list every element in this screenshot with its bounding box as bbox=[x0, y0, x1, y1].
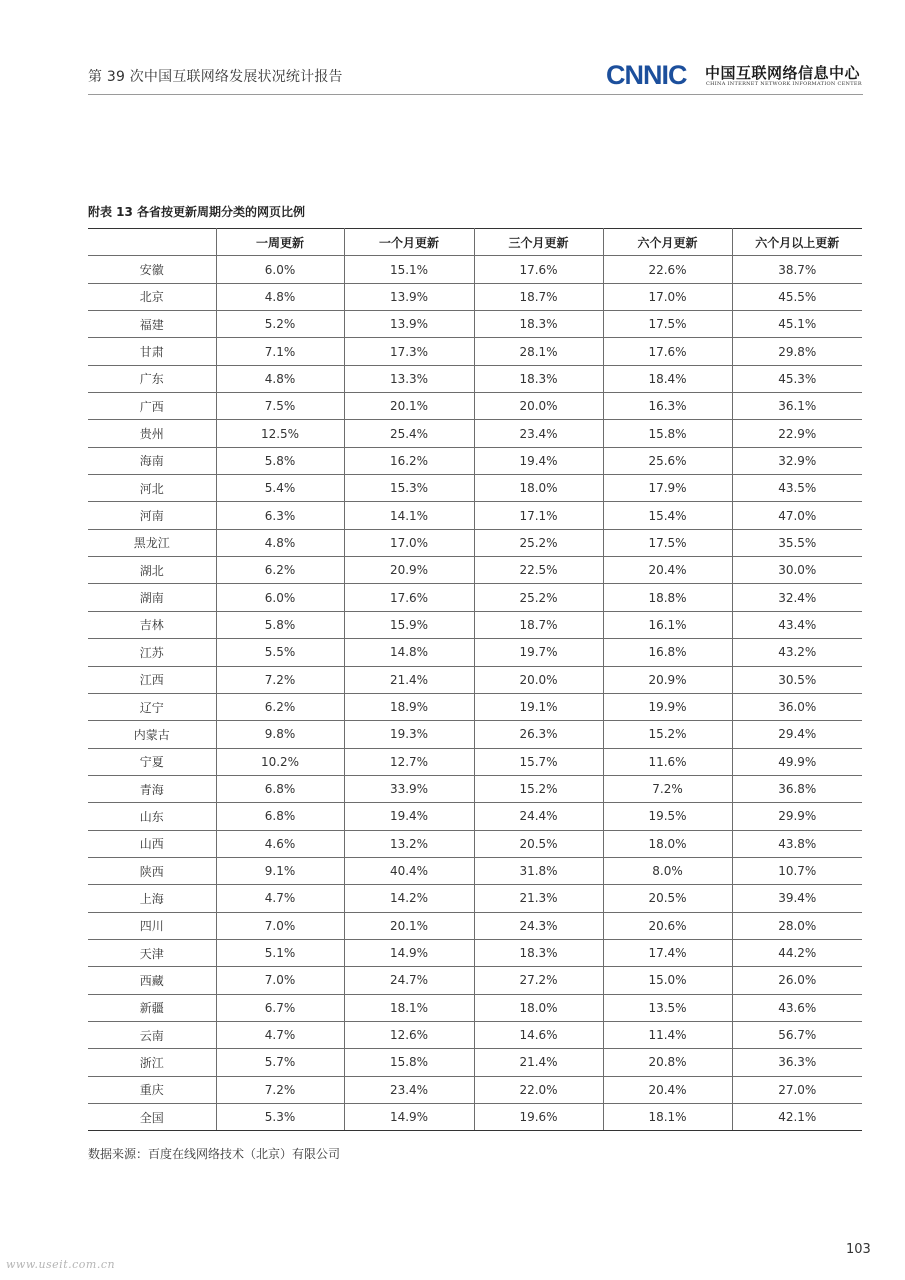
province-cell: 内蒙古 bbox=[88, 721, 216, 748]
percent-cell: 13.3% bbox=[344, 365, 474, 392]
percent-cell: 19.4% bbox=[344, 803, 474, 830]
province-cell: 天津 bbox=[88, 939, 216, 966]
percent-cell: 14.9% bbox=[344, 1104, 474, 1131]
percent-cell: 43.4% bbox=[732, 611, 862, 638]
percent-cell: 18.3% bbox=[474, 311, 603, 338]
percent-cell: 15.0% bbox=[603, 967, 732, 994]
percent-cell: 7.5% bbox=[216, 393, 344, 420]
percent-cell: 16.8% bbox=[603, 639, 732, 666]
percent-cell: 20.4% bbox=[603, 1076, 732, 1103]
percent-cell: 18.4% bbox=[603, 365, 732, 392]
percent-cell: 38.7% bbox=[732, 256, 862, 283]
percent-cell: 9.8% bbox=[216, 721, 344, 748]
percent-cell: 15.2% bbox=[603, 721, 732, 748]
province-cell: 海南 bbox=[88, 447, 216, 474]
percent-cell: 20.1% bbox=[344, 912, 474, 939]
percent-cell: 36.0% bbox=[732, 693, 862, 720]
province-cell: 吉林 bbox=[88, 611, 216, 638]
table-row bbox=[88, 857, 862, 884]
header-divider bbox=[88, 94, 863, 95]
percent-cell: 43.6% bbox=[732, 994, 862, 1021]
percent-cell: 31.8% bbox=[474, 857, 603, 884]
watermark: www.useit.com.cn bbox=[6, 1258, 116, 1271]
percent-cell: 24.7% bbox=[344, 967, 474, 994]
percent-cell: 28.1% bbox=[474, 338, 603, 365]
percent-cell: 8.0% bbox=[603, 857, 732, 884]
percent-cell: 9.1% bbox=[216, 857, 344, 884]
percent-cell: 17.4% bbox=[603, 939, 732, 966]
percent-cell: 18.7% bbox=[474, 283, 603, 310]
percent-cell: 40.4% bbox=[344, 857, 474, 884]
percent-cell: 16.2% bbox=[344, 447, 474, 474]
percent-cell: 30.0% bbox=[732, 557, 862, 584]
percent-cell: 7.2% bbox=[603, 775, 732, 802]
percent-cell: 4.8% bbox=[216, 365, 344, 392]
percent-cell: 29.9% bbox=[732, 803, 862, 830]
province-cell: 江西 bbox=[88, 666, 216, 693]
percent-cell: 45.5% bbox=[732, 283, 862, 310]
table-row bbox=[88, 912, 862, 939]
province-cell: 广东 bbox=[88, 365, 216, 392]
percent-cell: 12.7% bbox=[344, 748, 474, 775]
percent-cell: 45.1% bbox=[732, 311, 862, 338]
percent-cell: 36.1% bbox=[732, 393, 862, 420]
percent-cell: 11.4% bbox=[603, 1021, 732, 1048]
percent-cell: 10.2% bbox=[216, 748, 344, 775]
percent-cell: 15.8% bbox=[603, 420, 732, 447]
percent-cell: 16.3% bbox=[603, 393, 732, 420]
percent-cell: 56.7% bbox=[732, 1021, 862, 1048]
province-cell: 甘肃 bbox=[88, 338, 216, 365]
percent-cell: 4.8% bbox=[216, 529, 344, 556]
percent-cell: 4.7% bbox=[216, 1021, 344, 1048]
percent-cell: 36.8% bbox=[732, 775, 862, 802]
percent-cell: 22.5% bbox=[474, 557, 603, 584]
percent-cell: 29.4% bbox=[732, 721, 862, 748]
percent-cell: 25.2% bbox=[474, 584, 603, 611]
percent-cell: 11.6% bbox=[603, 748, 732, 775]
percent-cell: 42.1% bbox=[732, 1104, 862, 1131]
percent-cell: 17.3% bbox=[344, 338, 474, 365]
percent-cell: 18.9% bbox=[344, 693, 474, 720]
percent-cell: 12.6% bbox=[344, 1021, 474, 1048]
source-note: 数据来源：百度在线网络技术（北京）有限公司 bbox=[88, 1147, 341, 1161]
percent-cell: 13.5% bbox=[603, 994, 732, 1021]
province-cell: 辽宁 bbox=[88, 693, 216, 720]
table-row bbox=[88, 967, 862, 994]
percent-cell: 20.9% bbox=[603, 666, 732, 693]
percent-cell: 18.3% bbox=[474, 939, 603, 966]
percent-cell: 15.2% bbox=[474, 775, 603, 802]
column-header-province bbox=[88, 229, 216, 256]
province-cell: 河北 bbox=[88, 475, 216, 502]
header-title: 第 39 次中国互联网络发展状况统计报告 bbox=[88, 69, 343, 85]
percent-cell: 19.1% bbox=[474, 693, 603, 720]
percent-cell: 5.8% bbox=[216, 447, 344, 474]
percent-cell: 14.8% bbox=[344, 639, 474, 666]
table-row bbox=[88, 611, 862, 638]
percent-cell: 20.1% bbox=[344, 393, 474, 420]
percent-cell: 16.1% bbox=[603, 611, 732, 638]
table-header-row bbox=[88, 229, 862, 256]
percent-cell: 45.3% bbox=[732, 365, 862, 392]
percent-cell: 23.4% bbox=[474, 420, 603, 447]
percent-cell: 24.4% bbox=[474, 803, 603, 830]
percent-cell: 19.6% bbox=[474, 1104, 603, 1131]
province-cell: 广西 bbox=[88, 393, 216, 420]
percent-cell: 20.6% bbox=[603, 912, 732, 939]
percent-cell: 18.0% bbox=[474, 475, 603, 502]
percent-cell: 19.3% bbox=[344, 721, 474, 748]
percent-cell: 19.5% bbox=[603, 803, 732, 830]
percent-cell: 19.4% bbox=[474, 447, 603, 474]
percent-cell: 18.0% bbox=[474, 994, 603, 1021]
province-cell: 福建 bbox=[88, 311, 216, 338]
province-cell: 浙江 bbox=[88, 1049, 216, 1076]
percent-cell: 5.1% bbox=[216, 939, 344, 966]
province-cell: 上海 bbox=[88, 885, 216, 912]
column-header: 一周更新 bbox=[216, 229, 344, 256]
percent-cell: 20.0% bbox=[474, 393, 603, 420]
column-header: 一个月更新 bbox=[344, 229, 474, 256]
province-cell: 黑龙江 bbox=[88, 529, 216, 556]
table-row bbox=[88, 994, 862, 1021]
percent-cell: 43.8% bbox=[732, 830, 862, 857]
percent-cell: 7.0% bbox=[216, 967, 344, 994]
percent-cell: 15.4% bbox=[603, 502, 732, 529]
percent-cell: 32.9% bbox=[732, 447, 862, 474]
percent-cell: 49.9% bbox=[732, 748, 862, 775]
logo-english-name: CHINA INTERNET NETWORK INFORMATION CENTER bbox=[706, 81, 862, 87]
percent-cell: 6.3% bbox=[216, 502, 344, 529]
table-row bbox=[88, 420, 862, 447]
percent-cell: 29.8% bbox=[732, 338, 862, 365]
table-row bbox=[88, 1104, 862, 1131]
percent-cell: 26.3% bbox=[474, 721, 603, 748]
percent-cell: 17.6% bbox=[603, 338, 732, 365]
table-row bbox=[88, 693, 862, 720]
percent-cell: 13.2% bbox=[344, 830, 474, 857]
percent-cell: 20.9% bbox=[344, 557, 474, 584]
table-row bbox=[88, 639, 862, 666]
cnnic-logo bbox=[606, 60, 868, 90]
percent-cell: 14.9% bbox=[344, 939, 474, 966]
table-row bbox=[88, 584, 862, 611]
percent-cell: 14.1% bbox=[344, 502, 474, 529]
percent-cell: 18.7% bbox=[474, 611, 603, 638]
province-cell: 湖南 bbox=[88, 584, 216, 611]
table-row bbox=[88, 447, 862, 474]
table-row bbox=[88, 721, 862, 748]
percent-cell: 15.8% bbox=[344, 1049, 474, 1076]
percent-cell: 18.0% bbox=[603, 830, 732, 857]
percent-cell: 21.4% bbox=[474, 1049, 603, 1076]
percent-cell: 13.9% bbox=[344, 311, 474, 338]
logo-chinese-name: 中国互联网络信息中心 bbox=[705, 64, 861, 82]
percent-cell: 15.3% bbox=[344, 475, 474, 502]
province-cell: 宁夏 bbox=[88, 748, 216, 775]
percent-cell: 6.2% bbox=[216, 693, 344, 720]
percent-cell: 6.8% bbox=[216, 803, 344, 830]
province-cell: 江苏 bbox=[88, 639, 216, 666]
percent-cell: 25.4% bbox=[344, 420, 474, 447]
percent-cell: 14.6% bbox=[474, 1021, 603, 1048]
table-row bbox=[88, 557, 862, 584]
table-row bbox=[88, 1049, 862, 1076]
table-row bbox=[88, 1076, 862, 1103]
table-caption: 附表 13 各省按更新周期分类的网页比例 bbox=[88, 205, 306, 219]
update-cycle-table bbox=[88, 228, 862, 1131]
percent-cell: 18.1% bbox=[344, 994, 474, 1021]
percent-cell: 17.9% bbox=[603, 475, 732, 502]
table-row bbox=[88, 666, 862, 693]
percent-cell: 30.5% bbox=[732, 666, 862, 693]
table-row bbox=[88, 748, 862, 775]
percent-cell: 22.0% bbox=[474, 1076, 603, 1103]
percent-cell: 19.9% bbox=[603, 693, 732, 720]
percent-cell: 15.1% bbox=[344, 256, 474, 283]
percent-cell: 17.1% bbox=[474, 502, 603, 529]
percent-cell: 7.2% bbox=[216, 666, 344, 693]
province-cell: 陕西 bbox=[88, 857, 216, 884]
column-header: 六个月更新 bbox=[603, 229, 732, 256]
percent-cell: 17.5% bbox=[603, 311, 732, 338]
percent-cell: 27.2% bbox=[474, 967, 603, 994]
percent-cell: 21.3% bbox=[474, 885, 603, 912]
percent-cell: 25.2% bbox=[474, 529, 603, 556]
province-cell: 西藏 bbox=[88, 967, 216, 994]
percent-cell: 20.0% bbox=[474, 666, 603, 693]
table-row bbox=[88, 803, 862, 830]
table-row bbox=[88, 502, 862, 529]
percent-cell: 17.5% bbox=[603, 529, 732, 556]
percent-cell: 22.6% bbox=[603, 256, 732, 283]
percent-cell: 7.1% bbox=[216, 338, 344, 365]
percent-cell: 7.0% bbox=[216, 912, 344, 939]
percent-cell: 26.0% bbox=[732, 967, 862, 994]
percent-cell: 33.9% bbox=[344, 775, 474, 802]
percent-cell: 5.8% bbox=[216, 611, 344, 638]
province-cell: 湖北 bbox=[88, 557, 216, 584]
table-row bbox=[88, 830, 862, 857]
percent-cell: 5.5% bbox=[216, 639, 344, 666]
province-cell: 云南 bbox=[88, 1021, 216, 1048]
percent-cell: 17.6% bbox=[474, 256, 603, 283]
percent-cell: 19.7% bbox=[474, 639, 603, 666]
percent-cell: 10.7% bbox=[732, 857, 862, 884]
percent-cell: 5.3% bbox=[216, 1104, 344, 1131]
percent-cell: 17.0% bbox=[603, 283, 732, 310]
table-row bbox=[88, 529, 862, 556]
column-header: 六个月以上更新 bbox=[732, 229, 862, 256]
table-row bbox=[88, 365, 862, 392]
percent-cell: 22.9% bbox=[732, 420, 862, 447]
logo-mark: CNNIC bbox=[606, 60, 687, 90]
percent-cell: 6.0% bbox=[216, 584, 344, 611]
percent-cell: 4.6% bbox=[216, 830, 344, 857]
percent-cell: 21.4% bbox=[344, 666, 474, 693]
percent-cell: 32.4% bbox=[732, 584, 862, 611]
percent-cell: 44.2% bbox=[732, 939, 862, 966]
province-cell: 河南 bbox=[88, 502, 216, 529]
percent-cell: 18.8% bbox=[603, 584, 732, 611]
table-body bbox=[88, 256, 862, 1131]
percent-cell: 6.8% bbox=[216, 775, 344, 802]
province-cell: 新疆 bbox=[88, 994, 216, 1021]
percent-cell: 7.2% bbox=[216, 1076, 344, 1103]
percent-cell: 27.0% bbox=[732, 1076, 862, 1103]
percent-cell: 14.2% bbox=[344, 885, 474, 912]
province-cell: 青海 bbox=[88, 775, 216, 802]
province-cell: 山东 bbox=[88, 803, 216, 830]
column-header: 三个月更新 bbox=[474, 229, 603, 256]
percent-cell: 25.6% bbox=[603, 447, 732, 474]
percent-cell: 43.5% bbox=[732, 475, 862, 502]
percent-cell: 4.8% bbox=[216, 283, 344, 310]
percent-cell: 39.4% bbox=[732, 885, 862, 912]
table-row bbox=[88, 885, 862, 912]
percent-cell: 20.5% bbox=[474, 830, 603, 857]
percent-cell: 15.7% bbox=[474, 748, 603, 775]
percent-cell: 15.9% bbox=[344, 611, 474, 638]
province-cell: 安徽 bbox=[88, 256, 216, 283]
table-row bbox=[88, 1021, 862, 1048]
percent-cell: 18.1% bbox=[603, 1104, 732, 1131]
percent-cell: 20.4% bbox=[603, 557, 732, 584]
percent-cell: 18.3% bbox=[474, 365, 603, 392]
table-row bbox=[88, 283, 862, 310]
table-row bbox=[88, 256, 862, 283]
province-cell: 全国 bbox=[88, 1104, 216, 1131]
table-row bbox=[88, 775, 862, 802]
table-row bbox=[88, 311, 862, 338]
percent-cell: 5.7% bbox=[216, 1049, 344, 1076]
percent-cell: 23.4% bbox=[344, 1076, 474, 1103]
percent-cell: 6.2% bbox=[216, 557, 344, 584]
percent-cell: 47.0% bbox=[732, 502, 862, 529]
percent-cell: 43.2% bbox=[732, 639, 862, 666]
percent-cell: 6.7% bbox=[216, 994, 344, 1021]
province-cell: 北京 bbox=[88, 283, 216, 310]
percent-cell: 24.3% bbox=[474, 912, 603, 939]
percent-cell: 12.5% bbox=[216, 420, 344, 447]
percent-cell: 20.8% bbox=[603, 1049, 732, 1076]
percent-cell: 20.5% bbox=[603, 885, 732, 912]
percent-cell: 5.2% bbox=[216, 311, 344, 338]
table-row bbox=[88, 939, 862, 966]
table-row bbox=[88, 393, 862, 420]
province-cell: 贵州 bbox=[88, 420, 216, 447]
percent-cell: 28.0% bbox=[732, 912, 862, 939]
province-cell: 重庆 bbox=[88, 1076, 216, 1103]
province-cell: 四川 bbox=[88, 912, 216, 939]
percent-cell: 36.3% bbox=[732, 1049, 862, 1076]
percent-cell: 17.0% bbox=[344, 529, 474, 556]
province-cell: 山西 bbox=[88, 830, 216, 857]
percent-cell: 13.9% bbox=[344, 283, 474, 310]
percent-cell: 5.4% bbox=[216, 475, 344, 502]
percent-cell: 17.6% bbox=[344, 584, 474, 611]
table-row bbox=[88, 338, 862, 365]
table-row bbox=[88, 475, 862, 502]
page-number: 103 bbox=[846, 1242, 871, 1257]
percent-cell: 4.7% bbox=[216, 885, 344, 912]
percent-cell: 6.0% bbox=[216, 256, 344, 283]
percent-cell: 35.5% bbox=[732, 529, 862, 556]
